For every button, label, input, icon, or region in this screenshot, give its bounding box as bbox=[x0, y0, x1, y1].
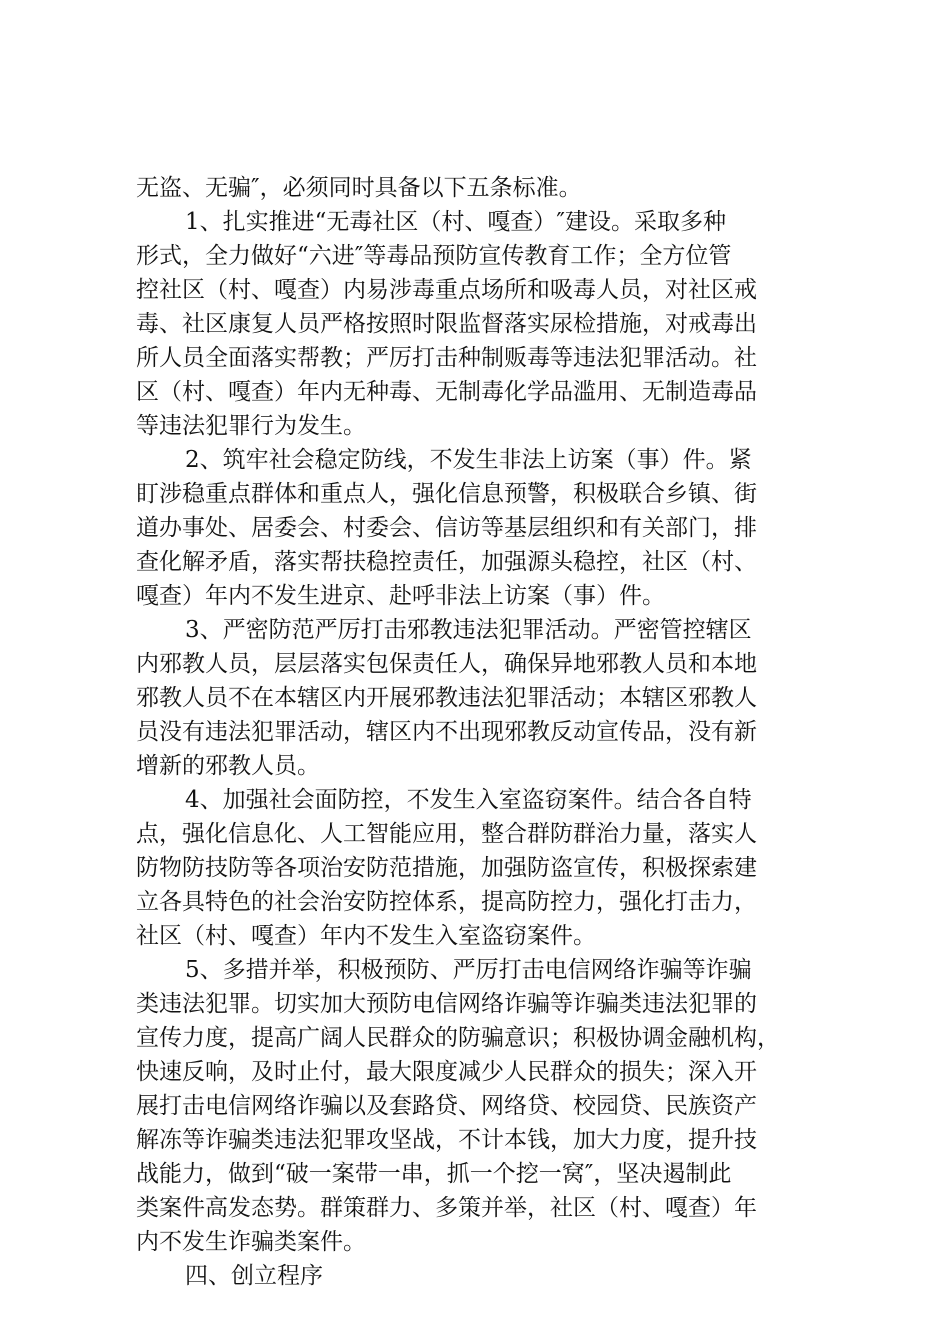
paragraph-start-line: 1、扎实推进“无毒社区（村、嘎查）″建设。采取多种 bbox=[185, 209, 726, 235]
text-line: 战能力，做到“破一案带一串，抓一个挖一窝″，坚决遏制此 bbox=[136, 1161, 732, 1187]
text-line: 等违法犯罪行为发生。 bbox=[136, 413, 366, 439]
text-line: 员没有违法犯罪活动，辖区内不出现邪教反动宣传品，没有新 bbox=[136, 719, 757, 745]
paragraph-start-line: 4、加强社会面防控，不发生入室盗窃案件。结合各自特 bbox=[185, 787, 752, 813]
text-line: 类案件高发态势。群策群力、多策并举，社区（村、嘎查）年 bbox=[136, 1195, 757, 1221]
text-line: 社区（村、嘎查）年内不发生入室盗窃案件。 bbox=[136, 923, 596, 949]
text-line: 类违法犯罪。切实加大预防电信网络诈骗等诈骗类违法犯罪的 bbox=[136, 991, 757, 1017]
text-line: 形式，全力做好“六进″等毒品预防宣传教育工作；全方位管 bbox=[136, 243, 732, 269]
text-line: 内邪教人员，层层落实包保责任人，确保异地邪教人员和本地 bbox=[136, 651, 757, 677]
text-line: 解冻等诈骗类违法犯罪攻坚战，不计本钱，加大力度，提升技 bbox=[136, 1127, 757, 1153]
text-line: 防物防技防等各项治安防范措施，加强防盗宣传，积极探索建 bbox=[136, 855, 757, 881]
text-line: 宣传力度，提高广阔人民群众的防骗意识；积极协调金融机构， bbox=[136, 1025, 780, 1051]
document-page bbox=[136, 171, 826, 1293]
text-line: 增新的邪教人员。 bbox=[136, 753, 320, 779]
text-line: 内不发生诈骗类案件。 bbox=[136, 1229, 366, 1255]
text-line: 所人员全面落实帮教；严厉打击种制贩毒等违法犯罪活动。社 bbox=[136, 345, 757, 371]
text-line: 控社区（村、嘎查）内易涉毒重点场所和吸毒人员，对社区戒 bbox=[136, 277, 757, 303]
text-line: 无盗、无骗″，必须同时具备以下五条标准。 bbox=[136, 175, 582, 201]
text-line: 点，强化信息化、人工智能应用，整合群防群治力量，落实人 bbox=[136, 821, 757, 847]
text-line: 展打击电信网络诈骗以及套路贷、网络贷、校园贷、民族资产 bbox=[136, 1093, 757, 1119]
paragraph-start-line: 2、筑牢社会稳定防线，不发生非法上访案（事）件。紧 bbox=[185, 447, 752, 473]
paragraph-start-line: 5、多措并举，积极预防、严厉打击电信网络诈骗等诈骗 bbox=[185, 957, 752, 983]
text-line: 道办事处、居委会、村委会、信访等基层组织和有关部门，排 bbox=[136, 515, 757, 541]
text-line: 盯涉稳重点群体和重点人，强化信息预警，积极联合乡镇、街 bbox=[136, 481, 757, 507]
text-line: 快速反响，及时止付，最大限度减少人民群众的损失；深入开 bbox=[136, 1059, 757, 1085]
text-line: 立各具特色的社会治安防控体系，提高防控力，强化打击力， bbox=[136, 889, 757, 915]
text-line: 区（村、嘎查）年内无种毒、无制毒化学品滥用、无制造毒品 bbox=[136, 379, 757, 405]
paragraph-start-line: 四、创立程序 bbox=[185, 1263, 323, 1289]
text-line: 查化解矛盾，落实帮扶稳控责任，加强源头稳控，社区（村、 bbox=[136, 549, 757, 575]
text-line: 毒、社区康复人员严格按照时限监督落实尿检措施，对戒毒出 bbox=[136, 311, 757, 337]
text-line: 嘎查）年内不发生进京、赴呼非法上访案（事）件。 bbox=[136, 583, 665, 609]
text-line: 邪教人员不在本辖区内开展邪教违法犯罪活动；本辖区邪教人 bbox=[136, 685, 757, 711]
paragraph-start-line: 3、严密防范严厉打击邪教违法犯罪活动。严密管控辖区 bbox=[185, 617, 752, 643]
